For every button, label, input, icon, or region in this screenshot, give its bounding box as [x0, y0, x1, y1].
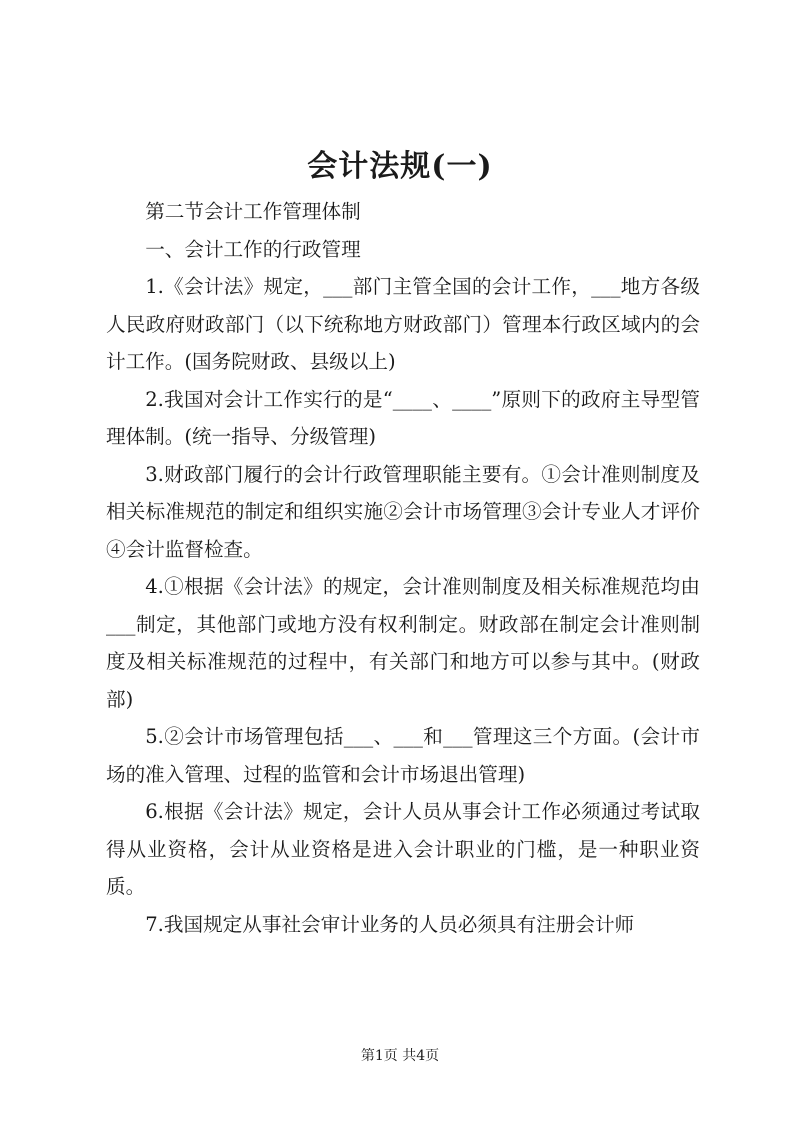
page-footer: 第1页 共4页	[360, 1048, 440, 1064]
paragraph-item-4: 4.①根据《会计法》的规定，会计准则制度及相关标准规范均由___制定，其他部门或地方没有权利制定。财政部在制定会计准则制度及相关标准规范的过程中，有关部门和地方可以参与其中。(财政部)	[106, 575, 700, 711]
paragraph-item-5: 5.②会计市场管理包括___、___和___管理这三个方面。(会计市场的准入管理、过程的监管和会计市场退出管理)	[106, 725, 700, 786]
paragraph-item-3: 3.财政部门履行的会计行政管理职能主要有。①会计准则制度及相关标准规范的制定和组织实施②会计市场管理③会计专业人才评价④会计监督检查。	[106, 462, 700, 561]
paragraph-item-1: 1.《会计法》规定，___部门主管全国的会计工作，___地方各级人民政府财政部门（以下统称地方财政部门）管理本行政区域内的会计工作。(国务院财政、县级以上)	[106, 275, 700, 373]
document-title: 会计法规(一)	[307, 149, 493, 184]
document-body	[106, 193, 700, 943]
paragraph-item-2: 2.我国对会计工作实行的是“____、____”原则下的政府主导型管理体制。(统一指导、分级管理)	[106, 387, 700, 448]
section-heading: 第二节会计工作管理体制	[145, 200, 361, 223]
paragraph-item-7: 7.我国规定从事社会审计业务的人员必须具有注册会计师	[145, 912, 635, 936]
subsection-heading: 一、会计工作的行政管理	[145, 237, 361, 261]
paragraph-item-6: 6.根据《会计法》规定，会计人员从事会计工作必须通过考试取得从业资格，会计从业资格是进入会计职业的门槛，是一种职业资质。	[106, 800, 700, 898]
